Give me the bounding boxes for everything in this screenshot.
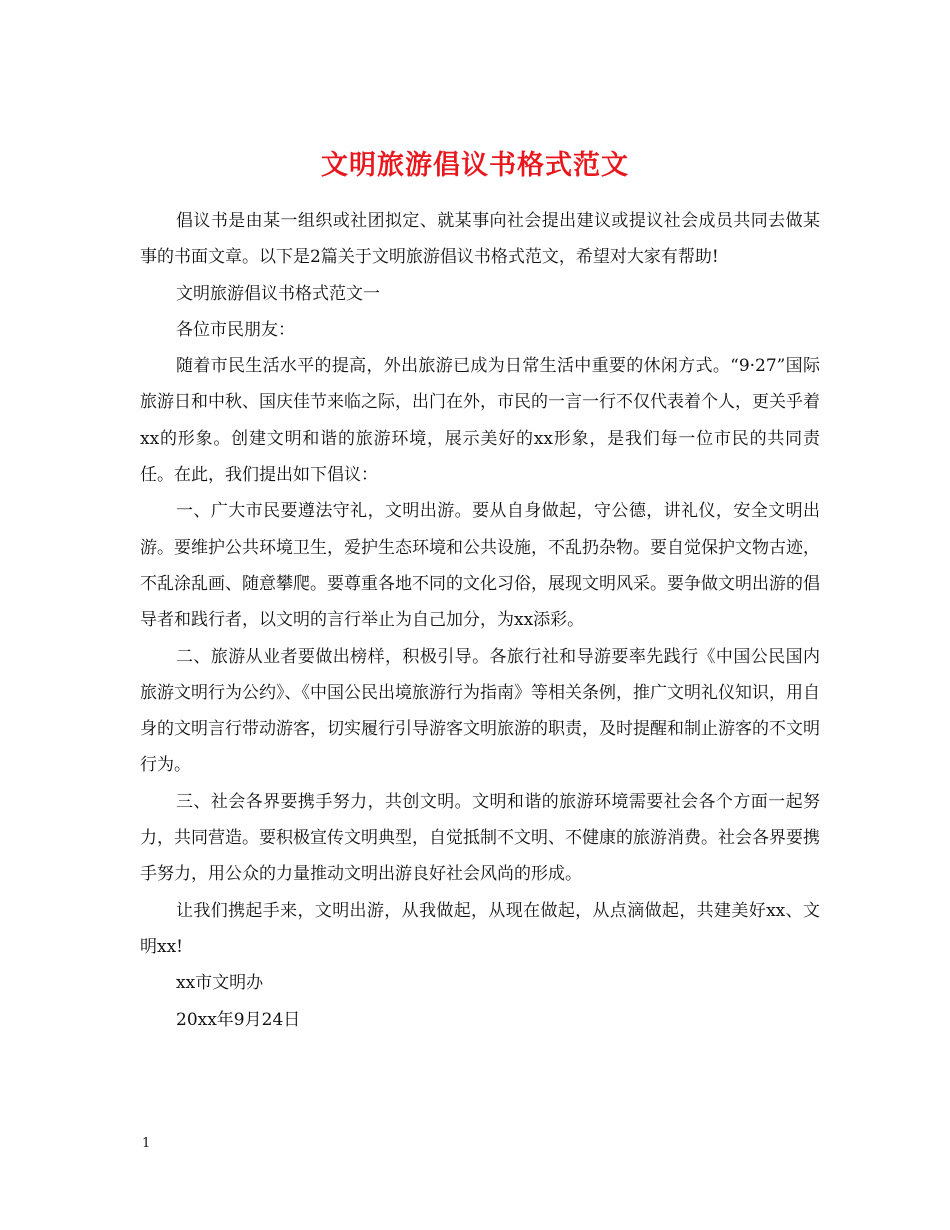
signature-date: 20xx年9月24日 xyxy=(176,1009,301,1030)
closing-call: 让我们携起手来，文明出游，从我做起，从现在做起，从点滴做起，共建美好xx、文明xx! xyxy=(140,900,820,957)
intro-paragraph: 倡议书是由某一组织或社团拟定、就某事向社会提出建议或提议社会成员共同去做某事的书面文章。以下是2篇关于文明旅游倡议书格式范文，希望对大家有帮助! xyxy=(140,211,820,268)
proposal-three: 三、社会各界要携手努力，共创文明。文明和谐的旅游环境需要社会各个方面一起努力，共同营造。要积极宣传文明典型，自觉抵制不文明、不健康的旅游消费。社会各界要携手努力，用公众的力量推动文明出游良好社会风尚的形成。 xyxy=(140,791,820,885)
document-body xyxy=(140,203,820,1038)
signature-organization: xx市文明办 xyxy=(176,973,264,994)
opening-paragraph: 随着市民生活水平的提高，外出旅游已成为日常生活中重要的休闲方式。“9·27”国际旅游日和中秋、国庆佳节来临之际，出门在外，市民的一言一行不仅代表着个人，更关乎着xx的形象。创建文明和谐的旅游环境，展示美好的xx形象，是我们每一位市民的共同责任。在此，我们提出如下倡议： xyxy=(140,356,820,486)
proposal-two: 二、旅游从业者要做出榜样，积极引导。各旅行社和导游要率先践行《中国公民国内旅游文明行为公约》、《中国公民出境旅游行为指南》等相关条例，推广文明礼仪知识，用自身的文明言行带动游客，切实履行引导游客文明旅游的职责，及时提醒和制止游客的不文明行为。 xyxy=(140,646,820,776)
salutation: 各位市民朋友： xyxy=(176,319,295,340)
page-number: 1 xyxy=(142,1136,151,1151)
proposal-one: 一、广大市民要遵法守礼，文明出游。要从自身做起，守公德，讲礼仪，安全文明出游。要维护公共环境卫生，爱护生态环境和公共设施，不乱扔杂物。要自觉保护文物古迹，不乱涂乱画、随意攀爬。要尊重各地不同的文化习俗，展现文明风采。要争做文明出游的倡导者和践行者，以文明的言行举止为自己加分，为xx添彩。 xyxy=(140,501,820,631)
document-title: 文明旅游倡议书格式范文 xyxy=(321,150,629,182)
section-heading: 文明旅游倡议书格式范文一 xyxy=(176,283,380,304)
